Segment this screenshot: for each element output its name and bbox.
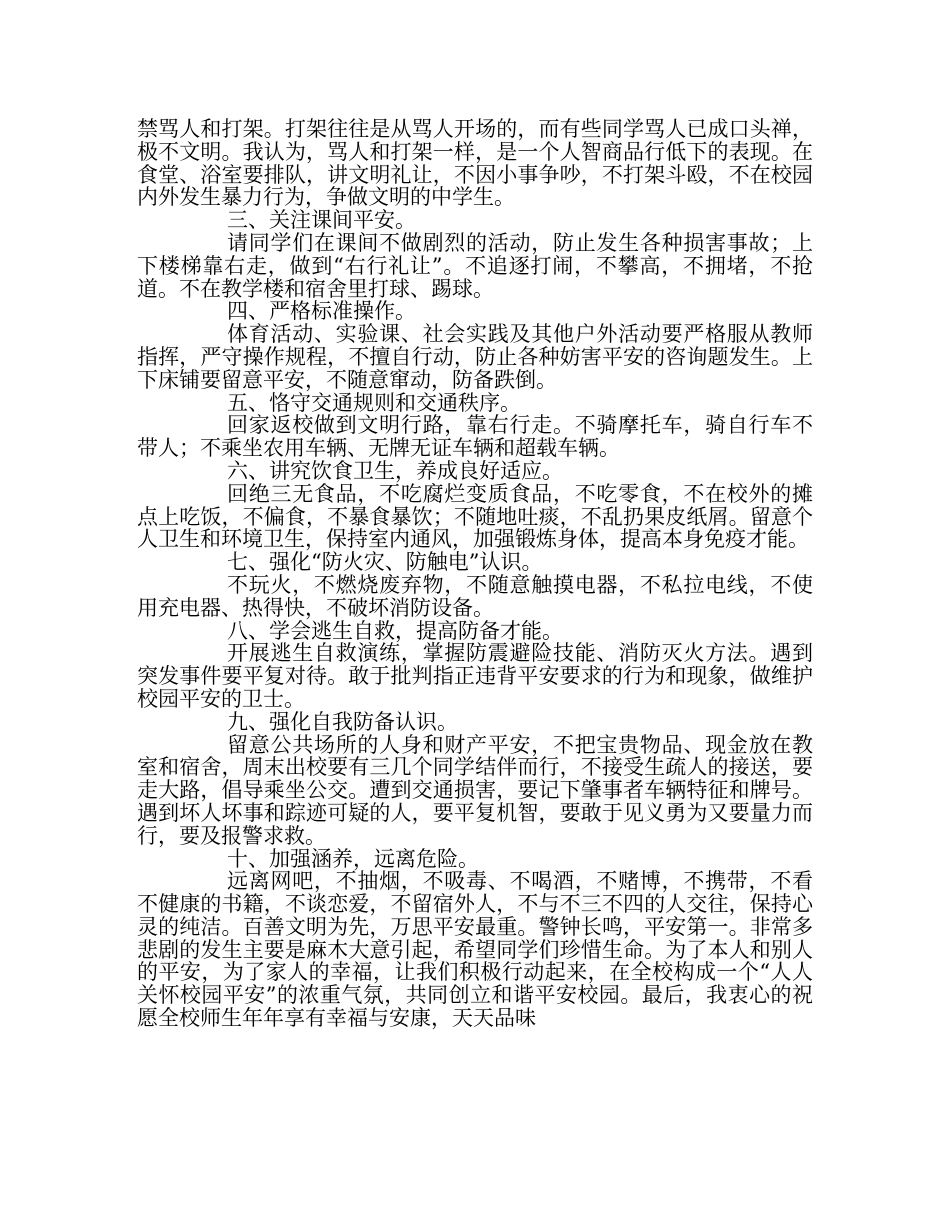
- section-heading-8: 八、学会逃生自救，提高防备才能。: [227, 618, 563, 643]
- section-heading-7: 七、强化“防火灾、防触电”认识。: [227, 550, 543, 575]
- section-heading-9: 九、强化自我防备认识。: [227, 709, 458, 734]
- paragraph-section-8: 开展逃生自救演练，掌握防震避险技能、消防灭火方法。遇到突发事件要平复对待。敢于批判指正违背平安要求的行为和现象，做维护校园平安的卫士。: [137, 641, 813, 711]
- paragraph-section-9: 留意公共场所的人身和财产平安，不把宝贵物品、现金放在教室和宿舍，周末出校要有三几个同学结伴而行，不接受生疏人的接送，要走大路，倡导乘坐公交。遭到交通损害，要记下肇事者车辆特征和牌号。遇到坏人坏事和踪迹可疑的人，要平复机智，要敢于见义勇为又要量力而行，要及报警求救。: [137, 732, 813, 848]
- paragraph-section-3: 请同学们在课间不做剧烈的活动，防止发生各种损害事故；上下楼梯靠右走，做到“右行礼让”。不追逐打闹，不攀高，不拥堵，不抢道。不在教学楼和宿舍里打球、踢球。: [137, 230, 813, 301]
- paragraph-section-10: 远离网吧，不抽烟，不吸毒、不喝酒，不赌博，不携带，不看不健康的书籍，不谈恋爱，不留宿外人，不与不三不四的人交往，保持心灵的纯洁。百善文明为先，万思平安最重。警钟长鸣，平安第一。非常多悲剧的发生主要是麻木大意引起，希望同学们珍惜生命。为了本人和别人的平安，为了家人的幸福，让我们积极行动起来，在全校构成一个“人人关怀校园平安”的浓重气氛，共同创立和谐平安校园。最后，我衷心的祝愿全校师生年年享有幸福与安康，天天品味: [137, 869, 813, 1031]
- section-heading-10: 十、加强涵养，远离危险。: [227, 846, 479, 871]
- paragraph-section-5: 回家返校做到文明行路，靠右行走。不骑摩托车，骑自行车不带人；不乘坐农用车辆、无牌无证车辆和超载车辆。: [137, 413, 813, 461]
- section-heading-3: 三、关注课间平安。: [227, 208, 416, 233]
- paragraph-continuation: 禁骂人和打架。打架往往是从骂人开场的，而有些同学骂人已成口头禅，极不文明。我认为，骂人和打架一样，是一个人智商品行低下的表现。在食堂、浴室要排队，讲文明礼让，不因小事争吵，不打架斗殴，不在校园内外发生暴力行为，争做文明的中学生。: [137, 117, 813, 210]
- section-heading-5: 五、恪守交通规则和交通秩序。: [227, 390, 521, 415]
- section-heading-6: 六、讲究饮食卫生，养成良好适应。: [227, 458, 563, 483]
- paragraph-section-6: 回绝三无食品，不吃腐烂变质食品，不吃零食，不在校外的摊点上吃饭，不偏食，不暴食暴饮；不随地吐痰，不乱扔果皮纸屑。留意个人卫生和环境卫生，保持室内通风，加强锻炼身体，提高本身免疫才能。: [137, 481, 813, 552]
- document-body: [137, 118, 813, 1030]
- section-heading-4: 四、严格标准操作。: [227, 299, 416, 324]
- paragraph-section-4: 体育活动、实验课、社会实践及其他户外活动要严格服从教师指挥，严守操作规程，不擅自行动，防止各种妨害平安的咨询题发生。上下床铺要留意平安，不随意窜动，防备跌倒。: [137, 322, 813, 392]
- paragraph-section-7: 不玩火，不燃烧废弃物，不随意触摸电器，不私拉电线，不使用充电器、热得快，不破坏消防设备。: [137, 572, 813, 620]
